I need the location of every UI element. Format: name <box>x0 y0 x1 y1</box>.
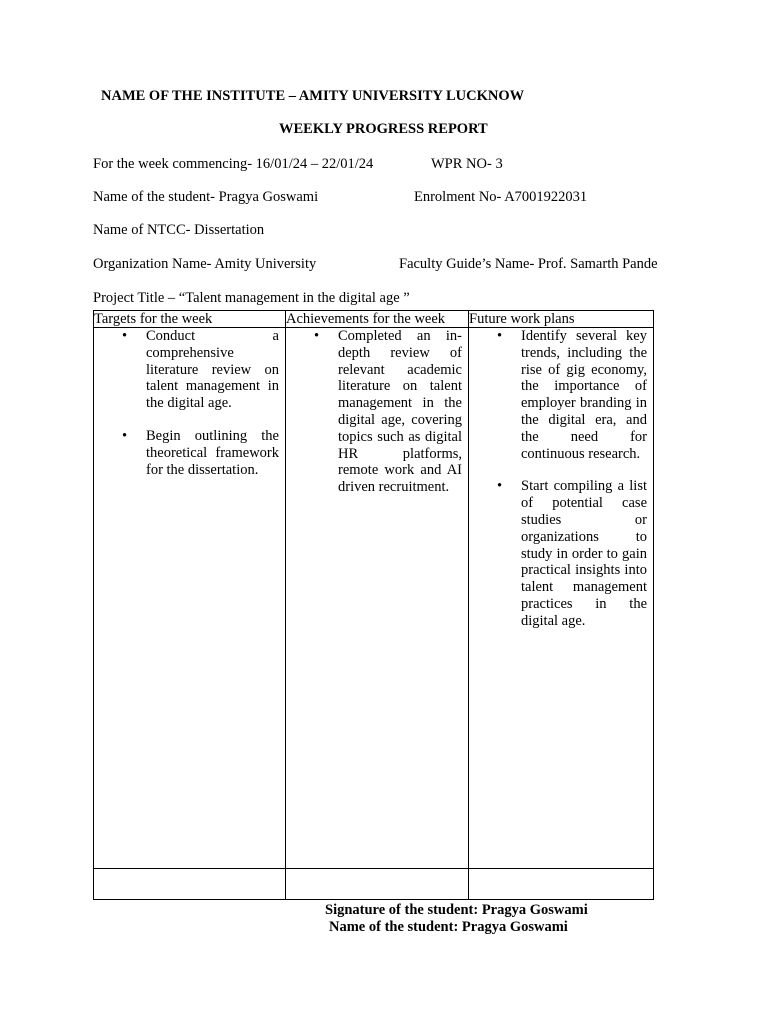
future-item-1: Identify several key trends, including the rise of gig economy, the importance of employer branding in the digital era, and the need for continuous research. <box>521 328 647 462</box>
header-targets: Targets for the week <box>94 311 286 328</box>
table-row-empty <box>94 869 654 900</box>
progress-table <box>93 310 654 900</box>
enrolment-number: Enrolment No- A7001922031 <box>414 189 588 205</box>
institute-heading: NAME OF THE INSTITUTE – AMITY UNIVERSITY LUCKNOW <box>101 88 525 104</box>
bullet-icon: • <box>122 328 128 344</box>
future-list <box>469 328 653 630</box>
signature-line: Signature of the student: Pragya Goswami <box>325 902 588 918</box>
project-title: Project Title – “Talent management in the digital age ” <box>93 290 410 306</box>
achievements-list <box>286 328 468 496</box>
organization-name: Organization Name- Amity University <box>93 256 317 272</box>
target-item-1: Conduct a comprehensive literature review on talent management in the digital age. <box>146 328 279 412</box>
wpr-number: WPR NO- 3 <box>431 156 503 172</box>
empty-cell <box>286 869 469 900</box>
future-cell <box>469 328 654 869</box>
signature-name-line: Name of the student: Pragya Goswami <box>329 919 568 935</box>
ntcc-name: Name of NTCC- Dissertation <box>93 222 265 238</box>
list-item <box>94 428 285 478</box>
table-header-row <box>94 311 654 328</box>
bullet-icon: • <box>497 328 503 344</box>
header-achievements: Achievements for the week <box>286 311 469 328</box>
empty-cell <box>94 869 286 900</box>
list-item <box>94 328 285 412</box>
faculty-guide: Faculty Guide’s Name- Prof. Samarth Pande <box>399 256 658 272</box>
list-item <box>469 478 653 629</box>
empty-cell <box>469 869 654 900</box>
bullet-icon: • <box>314 328 320 344</box>
report-title: WEEKLY PROGRESS REPORT <box>279 121 488 137</box>
targets-list <box>94 328 285 478</box>
target-item-2: Begin outlining the theoretical framework for the dissertation. <box>146 427 279 478</box>
student-name: Name of the student- Pragya Goswami <box>93 189 319 205</box>
header-future: Future work plans <box>469 311 654 328</box>
list-item <box>469 328 653 462</box>
future-item-2: Start compiling a list of potential case studies or organizations to study in order to gain practical insights into talent management practices in the digital age. <box>521 478 647 629</box>
bullet-icon: • <box>122 427 128 444</box>
achievements-cell <box>286 328 469 869</box>
bullet-icon: • <box>497 478 503 495</box>
list-item <box>286 328 468 496</box>
table-row <box>94 328 654 869</box>
targets-cell <box>94 328 286 869</box>
achievement-item-1: Completed an in-depth review of relevant academic literature on talent management in the digital age, covering topics such as digital HR platforms, remote work and AI driven recruitment. <box>338 328 462 496</box>
week-commencing: For the week commencing- 16/01/24 – 22/01/24 <box>93 156 374 172</box>
